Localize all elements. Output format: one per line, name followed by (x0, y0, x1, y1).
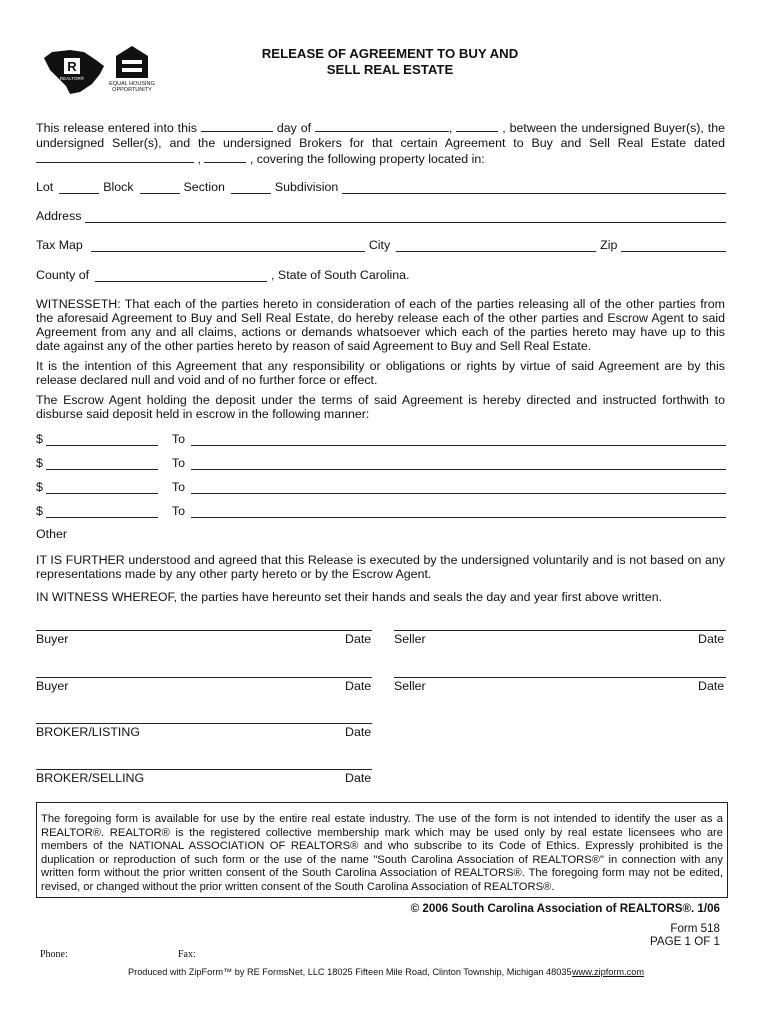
intention-paragraph: It is the intention of this Agreement that any responsibility or obligations or rights by virtue of said Agreement are by this release declared null and void and of no further force or effect. (36, 359, 725, 387)
buyer-date-label-2: Date (345, 679, 372, 693)
witnesseth-paragraph: WITNESSETH: That each of the parties hereto in consideration of each of the parties releasing all of the other parties from the aforesaid Agreement to Buy and Sell Real Estate, do hereby release each of the other parties and Escrow Agent to said Agreement from any and all claims, actions or demands whatsoever which each of the parties hereto may have up to this date against any of the other parties hereto by reason of said Agreement to Buy and Sell Real Estate. (36, 297, 725, 353)
buyer-signature-line-1[interactable] (36, 630, 372, 631)
seller-signature-line-2[interactable] (394, 677, 726, 678)
copyright-notice: © 2006 South Carolina Association of REALTORS®. 1/06 (410, 902, 720, 915)
amount-field-2[interactable] (46, 458, 158, 470)
address-row: Address (36, 209, 726, 223)
broker-selling-date-label: Date (345, 771, 372, 785)
broker-listing-date-label: Date (345, 725, 372, 739)
amount-field-4[interactable] (46, 506, 158, 518)
block-field[interactable] (140, 182, 180, 194)
sc-realtor-logo-icon (40, 44, 160, 96)
escrow-paragraph: The Escrow Agent holding the deposit under the terms of said Agreement is hereby directed and instructed forthwith to disburse said deposit held in escrow in the following manner: (36, 393, 725, 421)
page-title (200, 46, 580, 78)
tax-map-row: Tax Map City Zip (36, 238, 726, 252)
recipient-field-1[interactable] (191, 435, 726, 446)
broker-selling-label: BROKER/SELLING (36, 771, 145, 785)
disbursement-row-3: $ To (36, 480, 726, 494)
county-row: County of , State of South Carolina. (36, 268, 410, 282)
year-field[interactable] (456, 120, 498, 132)
recipient-field-2[interactable] (191, 459, 726, 470)
subdivision-field[interactable] (342, 183, 726, 194)
amount-field-1[interactable] (46, 434, 158, 446)
buyer-signature-line-2[interactable] (36, 677, 372, 678)
agreement-date-field[interactable] (36, 151, 194, 163)
broker-listing-label: BROKER/LISTING (36, 725, 140, 739)
form-number: Form 518 (670, 922, 720, 935)
address-field[interactable] (85, 212, 726, 223)
tax-map-field[interactable] (91, 240, 365, 252)
witness-paragraph: IN WITNESS WHEREOF, the parties have hereunto set their hands and seals the day and year first above written. (36, 590, 663, 604)
day-field[interactable] (201, 120, 273, 132)
amount-field-3[interactable] (46, 482, 158, 494)
disbursement-row-2: $ To (36, 456, 726, 470)
month-field[interactable] (315, 120, 449, 132)
disbursement-row-1: $ To (36, 432, 726, 446)
logo-group (40, 44, 160, 99)
agreement-year-field[interactable] (204, 151, 246, 163)
page-number: PAGE 1 OF 1 (649, 935, 720, 948)
disbursement-row-4: $ To (36, 504, 726, 518)
zip-field[interactable] (621, 241, 726, 252)
lot-row: Lot Block Section Subdivision (36, 180, 726, 194)
further-paragraph: IT IS FURTHER understood and agreed that this Release is executed by the undersigned voluntarily and is not based on any representations made by any other party hereto or by the Escrow Agent. (36, 553, 725, 581)
seller-label-2: Seller (394, 679, 426, 693)
svg-text:EQUAL HOUSING: EQUAL HOUSING (109, 81, 155, 87)
seller-signature-line-1[interactable] (394, 630, 726, 631)
title-line-2: SELL REAL ESTATE (326, 62, 454, 77)
phone-label: Phone: (40, 949, 68, 960)
buyer-date-label-1: Date (345, 632, 372, 646)
section-field[interactable] (231, 182, 271, 194)
seller-date-label-1: Date (698, 632, 725, 646)
recipient-field-3[interactable] (191, 483, 726, 494)
recipient-field-4[interactable] (191, 507, 726, 518)
seller-date-label-2: Date (698, 679, 725, 693)
produced-by-text: Produced with ZipForm™ by RE FormsNet, LLC 18025 Fifteen Mile Road, Clinton Township, Michigan 48035 (128, 967, 572, 977)
title-line-1: RELEASE OF AGREEMENT TO BUY AND (261, 46, 519, 61)
buyer-label-1: Buyer (36, 632, 69, 646)
svg-text:R: R (67, 59, 77, 74)
svg-text:REALTOR®: REALTOR® (59, 76, 85, 81)
broker-selling-signature-line[interactable] (36, 769, 372, 770)
lot-field[interactable] (59, 182, 99, 194)
county-field[interactable] (95, 270, 267, 282)
seller-label-1: Seller (394, 632, 426, 646)
website-link[interactable]: www.zipform.com (572, 967, 644, 977)
intro-paragraph: This release entered into this day of , , between the undersigned Buyer(s), the undersigned Seller(s), and the undersigned Brokers for that certain Agreement to Buy and Sell Real Estate dated , , covering the following property located in: (36, 121, 726, 166)
disclaimer-box: The foregoing form is available for use by the entire real estate industry. The use of the form is not intended to identify the user as a REALTOR®. REALTOR® is the registered collective membership mark which may be used only by real estate licensees who are members of the NATIONAL ASSOCIATION OF REALTORS® and who subscribe to its Code of Ethics. Expressly prohibited is the duplication or reproduction of such form or the use of the name "South Carolina Association of REALTORS®" in connection with any written form without the prior written consent of the South Carolina Association of REALTORS®. The foregoing form may not be edited, revised, or changed without the prior written consent of the South Carolina Association of REALTORS®. (36, 802, 728, 898)
other-label: Other (36, 527, 67, 541)
fax-label: Fax: (178, 949, 196, 960)
svg-text:OPPORTUNITY: OPPORTUNITY (112, 87, 152, 93)
city-field[interactable] (396, 240, 596, 252)
broker-listing-signature-line[interactable] (36, 723, 372, 724)
buyer-label-2: Buyer (36, 679, 69, 693)
